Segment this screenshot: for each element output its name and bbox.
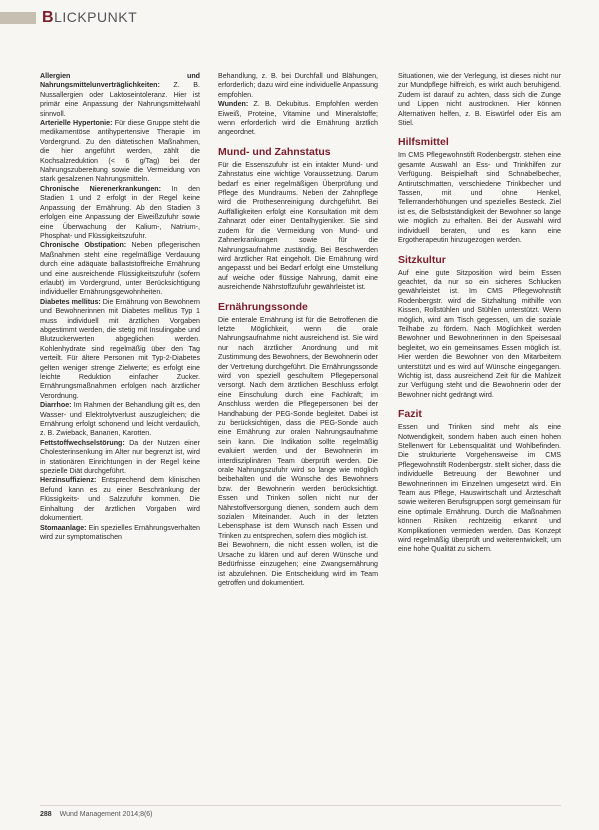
paragraph-lead: Wunden: <box>218 100 249 109</box>
paragraph-text: Auf eine gute Sitzposition wird beim Essen geachtet, da nur so ein sicheres Schlucken gewährleistet ist. Im CMS Pflegewohnstift Rodenbergstr. wird die Sitzhaltung mithilfe von Kissen, Rollstühlen und Stühlen unterstützt. Wenn möglich, wird am Tisch gegessen, um die soziale Teilhabe zu fördern. Nach Möglichkeit werden Bewohner und Bewohnerinnen in den Speisesaal begleitet, wo ein gemeinsames Essen möglich ist. Hier werden die Bewohner von den Mitarbeitern unterstützt und es wird auf Wünsche eingegangen. Wichtig ist, dass ausreichend Zeit für die Mahlzeit zur Verfügung steht und die Bewohnerin oder der Bewohner nicht gedrängt wird. <box>398 268 561 399</box>
paragraph-lead: Herzinsuffizienz: <box>40 476 97 485</box>
paragraph-text: Da der Nutzen einer Cholesterinsenkung im Alter nur begrenzt ist, wird in stationären Einrichtungen in der Regel keine spezielle Diät durchgeführt. <box>40 438 200 476</box>
paragraph <box>40 401 200 439</box>
paragraph-text: Behandlung, z. B. bei Durchfall und Blähungen, erforderlich; dazu wird eine individuelle Anpassung empfohlen. <box>218 72 378 99</box>
paragraph <box>40 119 200 185</box>
paragraph-text: Ein spezielles Ernährungsverhalten wird zur symptomatischen <box>40 523 200 541</box>
paragraph <box>218 316 378 542</box>
paragraph <box>40 241 200 297</box>
header-accent-bar <box>0 12 36 24</box>
paragraph-text: Im CMS Pflegewohnstift Rodenbergstr. stehen eine gesamte Auswahl an Ess- und Trinkhilfen zur Verfügung. Beispielhaft sind Schnabelbecher, Antirutschmatten, verschiedene Trinkbecher und Tassen, mit und ohne Henkel, Tellerranderhöhungen und spezielles Besteck. Ziel ist es, die Selbstständigkeit der Bewohner so lange wie möglich zu erhalten. Bei der Auswahl wird individuell beraten, und es kann eine Ergotherapeutin hinzugezogen werden. <box>398 151 561 245</box>
paragraph <box>398 151 561 245</box>
paragraph <box>398 423 561 555</box>
paragraph <box>218 72 378 100</box>
paragraph-text: Essen und Trinken sind mehr als eine Notwendigkeit, sondern haben auch einen hohen Stellenwert für Lebensqualität und Wohlbefinden. Die strukturierte Vorgehensweise im CMS Pflegewohnstift Rodenbergstr. stellt sicher, dass die individuelle Betreuung der Bewohner und Bewohnerinnen im Einzelnen umgesetzt wird. Ein Team aus Pflege, Hauswirtschaft und Ärzteschaft sowie weiteren Berufsgruppen sorgt gemeinsam für eine optimale Ernährung. Durch die Maßnahmen können Risiken rechtzeitig erkannt und Komplikationen vermieden werden. Das Konzept wird regelmäßig überprüft und weiterentwickelt, um eine hohe Qualität zu sichern. <box>398 423 561 554</box>
paragraph-lead: Fettstoffwechselstörung: <box>40 438 125 447</box>
paragraph <box>218 100 378 138</box>
paragraph-text: Für diese Gruppe steht die medikamentöse antihypertensive Therapie im Vordergrund. Zu den diätetischen Maßnahmen, die hier angeführt werden, zählt die Kochsalzreduktion (< 6 g/Tag) bei der Nahrungszubereitung sowie die Vermeidung von stark gesalzenen Nahrungsmitteln. <box>40 119 201 184</box>
text-column-1 <box>40 72 200 542</box>
paragraph-text: Bei Bewohnern, die nicht essen wollen, ist die Ursache zu klären und auf deren Wünsche und Bedürfnisse einzugehen; eine Zwangsernährung ist abzulehnen. Die Entscheidung wird im Team getroffen und dokumentiert. <box>218 541 378 587</box>
paragraph-text: Die Ernährung von Bewohnern und Bewohnerinnen mit Diabetes mellitus Typ 1 muss individuell mit ärztlichen Vorgaben abgestimmt werden, die stetig mit Insulingabe und Blutzuckerwerten abgeglichen werden. Kohlenhydrate sind regelmäßig über den Tag verteilt. Für ältere Personen mit Typ-2-Diabetes gelten weniger strenge Zielwerte; es erfolgt eine leichte Reduktion einfacher Zucker. Ernährungsmaßnahmen erfolgen nach ärztlicher Verordnung. <box>40 297 200 400</box>
paragraph <box>40 439 200 477</box>
paragraph <box>398 72 561 128</box>
page-footer <box>40 811 153 818</box>
paragraph-lead: Diarrhoe: <box>40 401 72 410</box>
paragraph-lead: Chronische Nierenerkrankungen: <box>40 184 161 193</box>
paragraph <box>218 161 378 293</box>
section-heading: Sitzkultur <box>398 253 446 266</box>
paragraph-text: Für die Essenszufuhr ist ein intakter Mund- und Zahnstatus eine wichtige Voraussetzung. Darum bedarf es einer regelmäßigen Überprüfung und Pflege des Mundraums. Neben der Zahnpflege wird die Prothesenreinigung durchgeführt. Bei Auffälligkeiten erfolgt eine Konsultation mit dem Zahnarzt oder einer Dentalhygieniker. Sie sind zudem für die Vermeidung von Mund- und Zahnerkrankungen sowie für die Nahrungsaufnahme zuständig. Bei Beschwerden wird ärztlicher Rat eingeholt. Die Ernährung wird angepasst und bei Bedarf erfolgt eine Umstellung auf weiche oder flüssige Nahrung, damit eine ausreichende Nährstoffzufuhr gewährleistet ist. <box>218 160 378 292</box>
paragraph <box>218 541 378 588</box>
text-column-3 <box>398 72 561 555</box>
paragraph-text: Situationen, wie der Verlegung, ist dieses nicht nur zur Mundpflege hilfreich, es wirkt auch beruhigend. Zudem ist darauf zu achten, dass sich die Zunge und Lippen nicht austrocknen. Hier können Alternativen helfen, z. B. Eiswürfel oder Eis am Stiel. <box>398 72 561 128</box>
paragraph <box>40 476 200 523</box>
section-title <box>42 9 137 27</box>
section-title-rest: LICKPUNKT <box>54 9 138 25</box>
paragraph-lead: Chronische Obstipation: <box>40 241 127 250</box>
paragraph-text: Die enterale Ernährung ist für die Betroffenen die letzte Möglichkeit, wenn die orale Nahrungsaufnahme nicht ausreichend ist. Sie wird nur nach ärztlicher Anordnung und mit Zustimmung des Bewohners, der Bewohnerin oder der Vertretung durchgeführt. Die Ernährungssonde wird von speziell geschultem Pflegepersonal versorgt. Nach dem ärztlichen Beschluss erfolgt eine Einschulung durch eine Fachkraft; im Anschluss werden die Pflegepersonen bei der Handhabung der PEG-Sonde begleitet. Dabei ist zu berücksichtigen, dass die PEG-Sonde auch eine Ernährung zur oralen Nahrungsaufnahme sein kann. Die Indikation sollte regelmäßig evaluiert werden und der Bewohnerin im interdisziplinären Team überprüft werden. Die orale Nahrungszufuhr wird so lange wie möglich beibehalten und die Wünsche des Bewohners bzw. der Bewohnerin werden berücksichtigt. Essen und Trinken sollen nicht nur der Nährstoffversorgung dienen, sondern auch dem sozialen Miteinander. Auch in der letzten Lebensphase ist dem Wunsch nach Essen und Trinken zu entsprechen, sofern dies möglich ist. <box>218 315 378 540</box>
paragraph <box>40 185 200 241</box>
section-heading: Hilfsmittel <box>398 136 449 149</box>
paragraph-lead: Arterielle Hypertonie: <box>40 119 113 128</box>
paragraph-text: In den Stadien 1 und 2 erfolgt in der Regel keine Anpassung der Ernährung. Ab den Stadien 3 erfolgen eine Anpassung der Eiweißzufuhr sowie eine Überwachung der Kalium-, Natrium-, Phosphat- und Flüssigkeitszufuhr. <box>40 184 200 240</box>
footer-rule <box>40 805 561 806</box>
section-title-initial: B <box>42 9 55 26</box>
paragraph <box>398 269 561 401</box>
paragraph-text: Z. B. Nussallergien oder Laktoseintoleranz. Hier ist primär eine Anpassung der Nahrungsmittelwahl sinnvoll. <box>40 81 200 118</box>
paragraph-text: Entsprechend dem klinischen Befund kann es zu einer Beschränkung der Flüssigkeits- und Salzzufuhr kommen. Die Einhaltung der ärztlichen Vorgaben wird dokumentiert. <box>40 476 200 523</box>
paragraph-lead: Allergien und Nahrungsmittelunverträglichkeiten: <box>40 72 200 90</box>
paragraph-lead: Stomaanlage: <box>40 523 87 532</box>
paragraph-text: Z. B. Dekubitus. Empfohlen werden Eiweiß, Proteine, Vitamine und Mineralstoffe; wenn erforderlich wird die Ernährung ärztlich angeordnet. <box>218 100 378 137</box>
page-number: 288 <box>40 811 52 818</box>
paragraph-text: Neben pflegerischen Maßnahmen steht eine regelmäßige Verdauung durch eine adäquate ballaststoffreiche Ernährung und eine ausreichende Flüssigkeitszufuhr (sofern erlaubt) im Vordergrund, unter Berücksichtigung individueller Ernährungsgewohnheiten. <box>40 241 201 297</box>
text-column-2 <box>218 72 378 588</box>
paragraph <box>40 524 200 543</box>
page-header <box>0 0 599 34</box>
paragraph-lead: Diabetes mellitus: <box>40 297 101 306</box>
paragraph <box>40 72 200 119</box>
publication-info: Wund Management 2014;8(6) <box>59 811 153 818</box>
section-heading: Ernährungssonde <box>218 300 308 313</box>
paragraph <box>40 298 200 401</box>
section-heading: Fazit <box>398 408 422 421</box>
paragraph-text: Im Rahmen der Behandlung gilt es, den Wasser- und Elektrolytverlust auszugleichen; die Ernährung erfolgt schonend und leicht verdaulich, z. B. Zwieback, Bananen, Karotten. <box>40 401 200 438</box>
section-heading: Mund- und Zahnstatus <box>218 145 331 158</box>
